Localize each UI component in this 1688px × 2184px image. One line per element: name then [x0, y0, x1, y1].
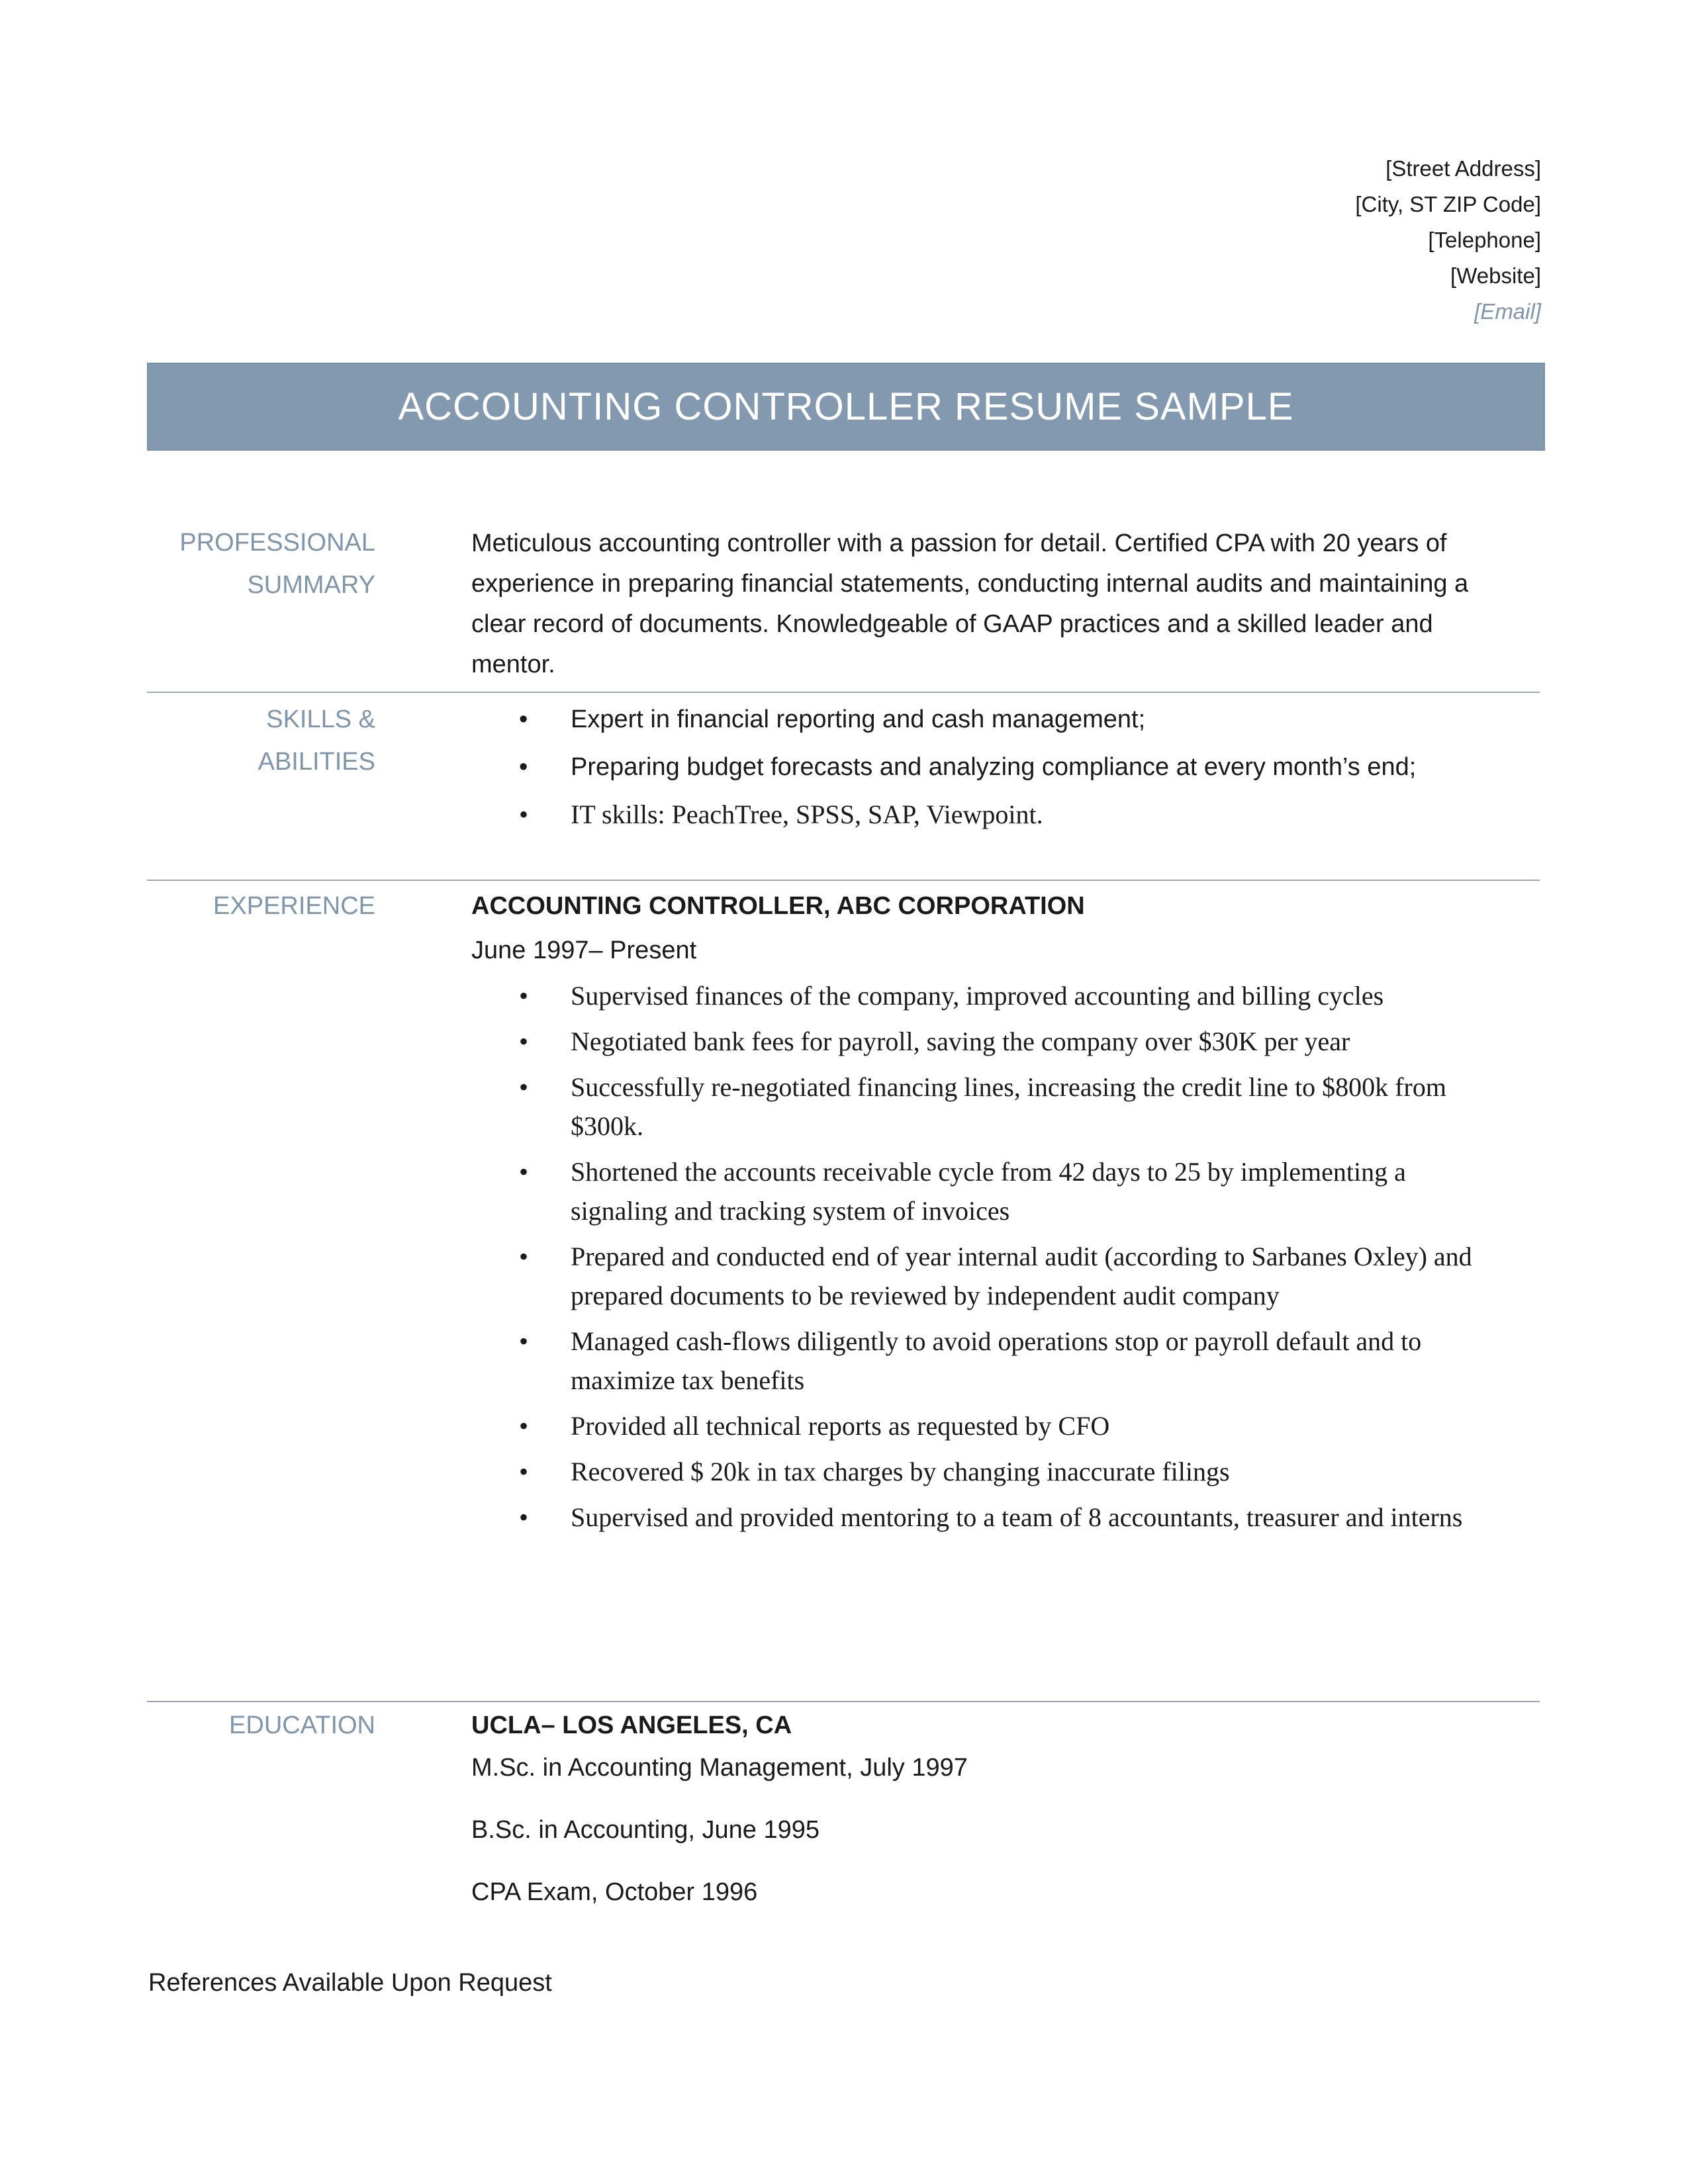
bullet-icon: •: [519, 981, 529, 1011]
skills-label: SKILLS & ABILITIES: [258, 705, 375, 776]
skill-text: Expert in financial reporting and cash management;: [571, 705, 1146, 733]
job-title: ACCOUNTING CONTROLLER, ABC CORPORATION: [471, 892, 1085, 920]
achievement-text: Negotiated bank fees for payroll, saving the company over $30K per year: [571, 1026, 1350, 1056]
email: [Email]: [1474, 299, 1541, 324]
degree: M.Sc. in Accounting Management, July 1997: [471, 1754, 968, 1782]
experience-section: [147, 885, 1540, 1696]
references-note: References Available Upon Request: [148, 1969, 552, 1997]
education-label: EDUCATION: [229, 1711, 375, 1739]
bullet-icon: •: [519, 705, 528, 733]
list-item: [471, 1022, 1477, 1061]
list-item: [471, 976, 1477, 1015]
achievement-text: Shortened the accounts receivable cycle from 42 days to 25 by implementing a signaling and tracking system of invoices: [571, 1157, 1406, 1226]
list-item: [471, 1152, 1477, 1230]
job-dates: June 1997– Present: [471, 936, 697, 964]
street-address: [Street Address]: [1385, 156, 1541, 181]
list-item: [471, 1406, 1477, 1445]
achievement-text: Supervised finances of the company, improved accounting and billing cycles: [571, 981, 1384, 1011]
experience-content: [471, 885, 1477, 1543]
achievement-text: Provided all technical reports as requested by CFO: [571, 1411, 1110, 1441]
summary-label-line1: PROFESSIONAL: [179, 529, 375, 557]
achievement-text: Supervised and provided mentoring to a team of 8 accountants, treasurer and interns: [571, 1502, 1463, 1532]
contact-block: [1355, 151, 1541, 330]
achievement-text: Prepared and conducted end of year internal audit (according to Sarbanes Oxley) and prepared documents to be reviewed by independent audit company: [571, 1242, 1472, 1310]
achievement-text: Managed cash-flows diligently to avoid operations stop or payroll default and to maximize tax benefits: [571, 1326, 1422, 1395]
list-item: [471, 795, 1477, 835]
bullet-icon: •: [519, 1326, 529, 1356]
list-item: [471, 1237, 1477, 1315]
bullet-icon: •: [519, 1411, 529, 1441]
degree: CPA Exam, October 1996: [471, 1878, 758, 1906]
list-item: [471, 1452, 1477, 1491]
city-state-zip: [City, ST ZIP Code]: [1355, 192, 1541, 216]
school-name: UCLA– LOS ANGELES, CA: [471, 1711, 792, 1739]
list-item: [471, 1322, 1477, 1400]
summary-label-line2: SUMMARY: [247, 571, 375, 599]
bullet-icon: •: [519, 1072, 529, 1102]
website: [Website]: [1450, 263, 1541, 288]
bullet-icon: •: [519, 1157, 529, 1187]
summary-section: [147, 522, 1540, 687]
experience-list: [471, 976, 1477, 1537]
skill-text: IT skills: PeachTree, SPSS, SAP, Viewpoint.: [571, 799, 1043, 829]
divider: [147, 692, 1540, 693]
bullet-icon: •: [519, 1457, 529, 1486]
education-section: [147, 1704, 1540, 1923]
degree: B.Sc. in Accounting, June 1995: [471, 1816, 820, 1844]
list-item: [471, 700, 1477, 739]
bullet-icon: •: [519, 753, 528, 781]
list-item: [471, 1498, 1477, 1537]
bullet-icon: •: [519, 1502, 529, 1532]
achievement-text: Successfully re-negotiated financing lines, increasing the credit line to $800k from $300k.: [571, 1072, 1446, 1141]
bullet-icon: •: [519, 1026, 529, 1056]
title-banner: [147, 363, 1545, 451]
education-content: [471, 1704, 1477, 1933]
telephone: [Telephone]: [1428, 228, 1541, 252]
summary-text: Meticulous accounting controller with a passion for detail. Certified CPA with 20 years of experience in preparing financial statements, conducting internal audits and maintaining a clear record of documents. Knowledgeable of GAAP practices and a skilled leader and mentor.: [471, 529, 1469, 678]
bullet-icon: •: [519, 1242, 529, 1271]
achievement-text: Recovered $ 20k in tax charges by changing inaccurate filings: [571, 1457, 1230, 1486]
summary-label: [147, 522, 375, 606]
bullet-icon: •: [519, 799, 529, 829]
skills-list: [471, 700, 1477, 835]
list-item: [471, 747, 1477, 787]
divider: [147, 1701, 1540, 1702]
resume-title: ACCOUNTING CONTROLLER RESUME SAMPLE: [398, 385, 1294, 428]
skill-text: Preparing budget forecasts and analyzing compliance at every month’s end;: [571, 753, 1417, 781]
list-item: [471, 1068, 1477, 1146]
experience-label: EXPERIENCE: [213, 892, 375, 920]
divider: [147, 880, 1540, 881]
skills-content: [471, 700, 1477, 842]
skills-section: [147, 698, 1540, 877]
summary-content: [471, 523, 1477, 685]
